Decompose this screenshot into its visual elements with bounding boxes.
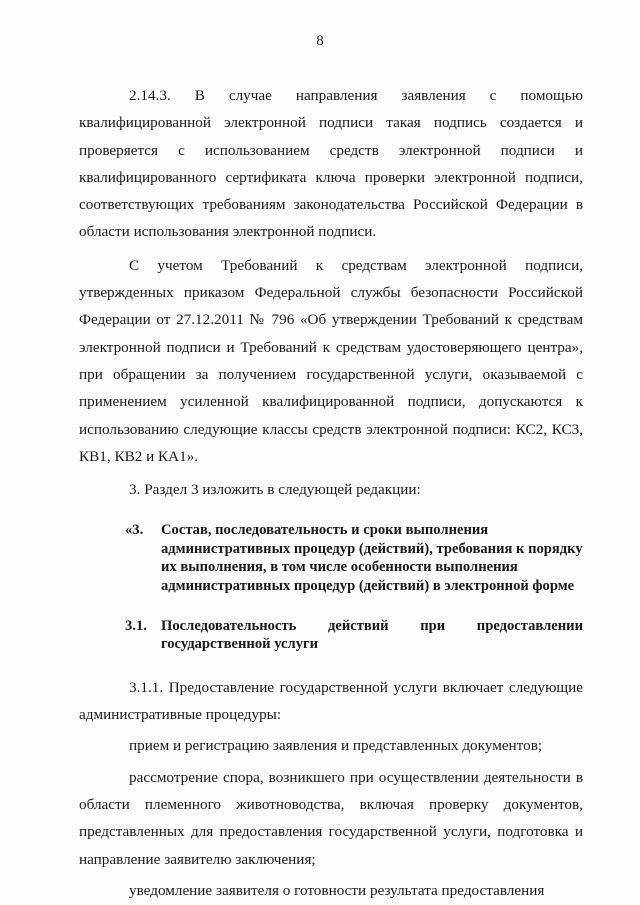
subsection-heading-number: 3.1. xyxy=(125,618,147,635)
section-heading xyxy=(79,521,583,595)
page-number: 8 xyxy=(316,33,324,49)
subsection-heading-text: Последовательность действий при предоставлении государственной услуги xyxy=(161,618,583,653)
paragraph-section-change: 3. Раздел 3 изложить в следующей редакции: xyxy=(129,481,421,499)
paragraph-3-1-1: 3.1.1. Предоставление государственной услуги включает следующие административные процедуры: xyxy=(79,678,583,724)
subsection-heading xyxy=(79,617,583,654)
paragraph-2-14-3: 2.14.3. В случае направления заявления с помощью квалифицированной электронной подписи такая подпись создается и проверяется с использованием средств электронной подписи и квалифицированного сертификата ключа проверки электронной подписи, соответствующих требованиям законодательства Российской Федерации в области использования электронной подписи. xyxy=(79,87,583,241)
section-heading-text: Состав, последовательность и сроки выполнения административных процедур (действий), требования к порядку их выполнения, в том числе особенности выполнения административных процедур (действий) в электронной форме xyxy=(161,522,583,594)
list-item: уведомление заявителя о готовности результата предоставления xyxy=(129,881,545,899)
paragraph-requirements: С учетом Требований к средствам электронной подписи, утвержденных приказом Федеральной службы безопасности Российской Федерации от 27.12.2011 № 796 «Об утверждении Требований к средствам электронной подписи и Требований к средствам удостоверяющего центра», при обращении за получением государственной услуги, оказываемой с применением усиленной квалифицированной подписи, допускаются к использованию следующие классы средств электронной подписи: КС2, КС3, КВ1, КВ2 и КА1». xyxy=(79,256,583,465)
document-body xyxy=(79,82,583,904)
list-item: рассмотрение спора, возникшего при осуществлении деятельности в области племенного животноводства, включая проверку документов, представленных для предоставления государственной услуги, подготовка и направление заявителю заключения; xyxy=(79,768,583,868)
section-heading-number: «3. xyxy=(125,522,144,539)
list-item: прием и регистрацию заявления и представленных документов; xyxy=(129,737,543,755)
